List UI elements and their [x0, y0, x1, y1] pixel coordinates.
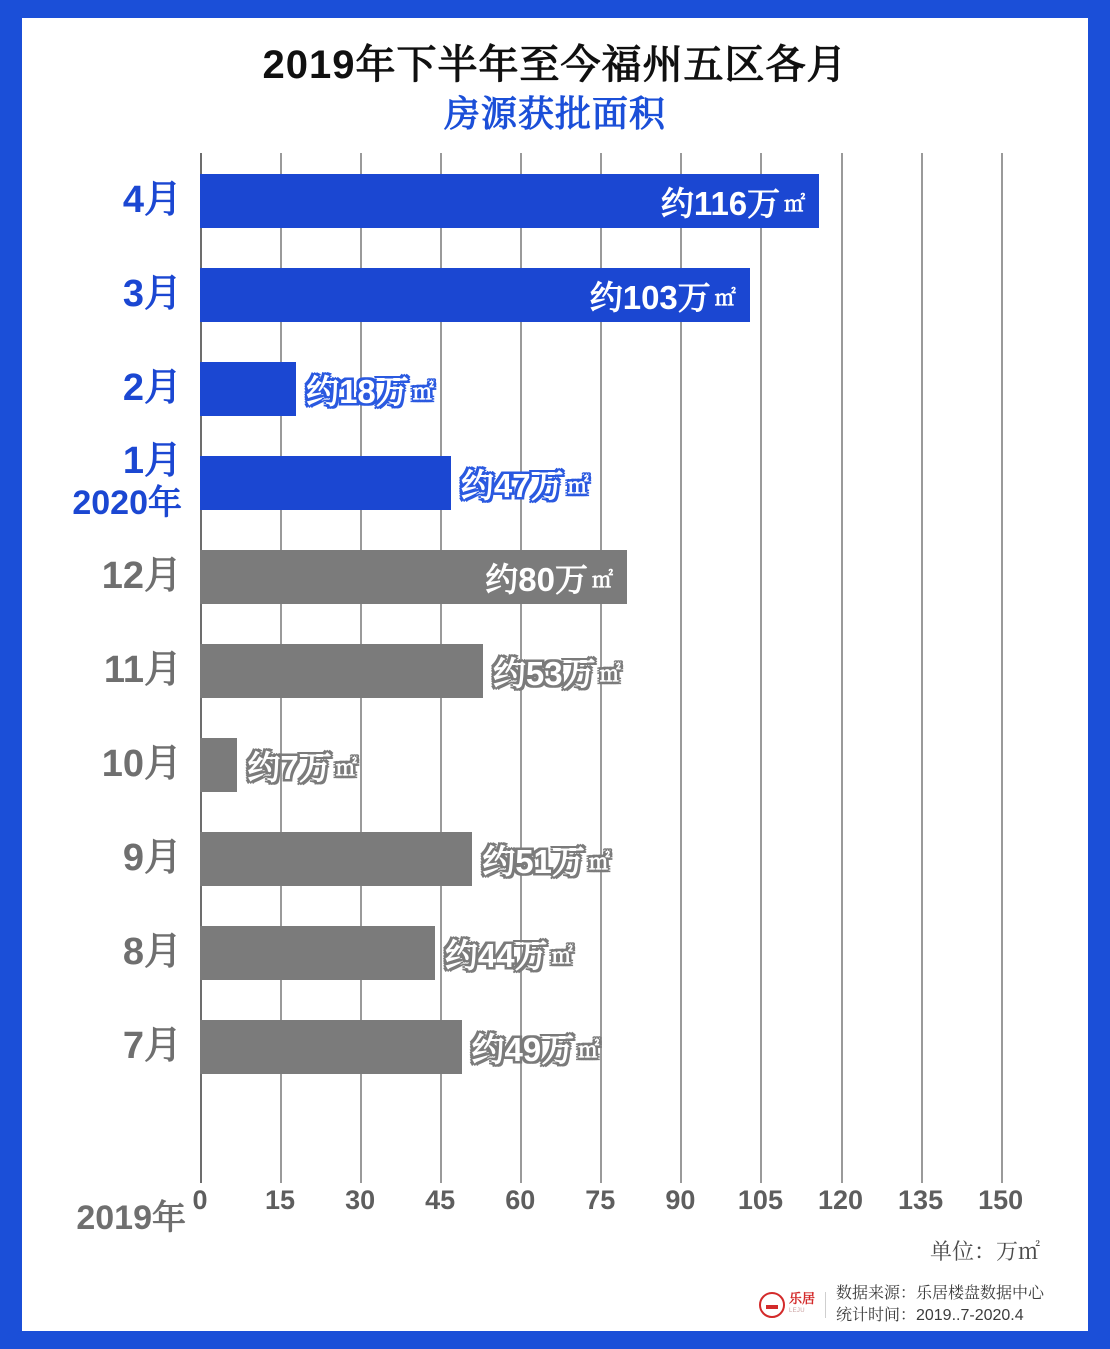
bar-row	[200, 623, 1038, 717]
bar-value-label	[445, 926, 573, 980]
bar-value-text: 约53万	[492, 654, 596, 692]
year-marker-upper: 2020年	[72, 484, 182, 522]
bar-value-text: 约44万	[444, 936, 548, 974]
bar-value-text: 约116万	[660, 184, 781, 222]
bar-unit-text: ㎡	[784, 193, 806, 216]
category-label	[52, 153, 200, 247]
bar-unit-text: ㎡	[714, 287, 736, 310]
year-marker-lower: 2019年	[76, 1199, 186, 1237]
category-label-month: 9月	[122, 837, 182, 879]
category-label-month: 4月	[122, 179, 182, 221]
bar-unit-text: ㎡	[599, 663, 621, 686]
leju-logo-text	[789, 1292, 815, 1318]
category-label	[52, 247, 200, 341]
bar[interactable]	[200, 926, 435, 980]
bar-unit-text: ㎡	[592, 569, 614, 592]
bar[interactable]	[200, 1020, 462, 1074]
bar-value-label	[590, 268, 736, 322]
bar-value-label	[485, 550, 613, 604]
bar-unit-text: ㎡	[412, 381, 434, 404]
bar-value-text: 约18万	[306, 372, 409, 410]
x-tick-label: 90	[665, 1185, 696, 1215]
bar-value-text: 约51万	[482, 842, 585, 880]
bar-value-label	[306, 362, 434, 416]
x-tick-label: 0	[192, 1185, 208, 1215]
x-tick-label: 105	[737, 1185, 783, 1215]
value-axis	[192, 1185, 1038, 1225]
bar-value-label	[482, 832, 610, 886]
bar-value-text: 约103万	[589, 278, 711, 316]
bar[interactable]	[200, 362, 296, 416]
category-label	[52, 999, 200, 1093]
bar-unit-text: ㎡	[588, 851, 610, 874]
x-tick-label: 75	[585, 1185, 616, 1215]
unit-note: 单位：万㎡	[929, 1239, 1040, 1264]
bar-value-label	[461, 456, 589, 510]
category-label-month: 10月	[101, 743, 182, 785]
chart-card	[22, 18, 1088, 1331]
bar-row	[200, 529, 1038, 623]
category-label	[52, 341, 200, 435]
bar[interactable]	[200, 832, 472, 886]
bar-row	[200, 247, 1038, 341]
category-label	[52, 529, 200, 623]
source-line: 数据来源：乐居楼盘数据中心	[835, 1285, 1044, 1302]
period-line: 统计时间：2019..7-2020.4	[835, 1307, 1024, 1324]
leju-logo-label: 乐居	[788, 1291, 815, 1306]
bar-row	[200, 717, 1038, 811]
bar-value-text: 约47万	[460, 466, 564, 504]
bar-row	[200, 905, 1038, 999]
leju-mark-icon	[759, 1292, 785, 1318]
bar-value-text: 约49万	[471, 1030, 575, 1068]
x-tick-label: 45	[425, 1185, 456, 1215]
bar-row	[200, 811, 1038, 905]
bar-value-text: 约7万	[247, 748, 332, 786]
page-title: 2019年下半年至今福州五区各月	[262, 43, 848, 87]
bar[interactable]	[200, 738, 237, 792]
x-tick-label: 150	[978, 1185, 1024, 1215]
bar-row	[200, 153, 1038, 247]
category-label-month: 1月	[122, 440, 182, 482]
x-tick-label: 120	[817, 1185, 864, 1215]
bar-row	[200, 341, 1038, 435]
bar-unit-text: ㎡	[551, 945, 573, 968]
source-block	[836, 1283, 1044, 1327]
bar-unit-text: ㎡	[335, 757, 357, 780]
chart-title-block	[22, 40, 1088, 138]
category-label-month: 2月	[122, 367, 182, 409]
leju-logo	[759, 1292, 826, 1318]
bar-value-label	[493, 644, 621, 698]
page-subtitle: 房源获批面积	[443, 93, 666, 134]
x-tick-label: 30	[345, 1185, 376, 1215]
category-label	[52, 717, 200, 811]
category-label	[52, 811, 200, 905]
bar-value-label	[247, 738, 356, 792]
bar-series	[200, 153, 1038, 1093]
bar-value-text: 约80万	[485, 560, 589, 598]
leju-logo-sublabel: LEJU	[788, 1308, 805, 1314]
category-label-month: 11月	[103, 649, 182, 691]
bar-row	[200, 435, 1038, 529]
bar-unit-text: ㎡	[578, 1039, 600, 1062]
x-tick-label: 15	[265, 1185, 296, 1215]
x-tick-label: 60	[505, 1185, 536, 1215]
category-label	[52, 905, 200, 999]
category-axis	[52, 153, 200, 1093]
category-label	[52, 623, 200, 717]
category-label	[52, 435, 200, 529]
footer	[759, 1283, 1044, 1327]
x-tick-label: 135	[898, 1185, 944, 1215]
bar-value-label	[661, 174, 805, 228]
category-label-month: 12月	[101, 555, 182, 597]
bar-value-label	[472, 1020, 600, 1074]
bar-unit-text: ㎡	[567, 475, 589, 498]
bar[interactable]	[200, 644, 483, 698]
bar-row	[200, 999, 1038, 1093]
bar[interactable]	[200, 456, 451, 510]
category-label-month: 8月	[122, 931, 182, 973]
category-label-month: 7月	[122, 1025, 182, 1067]
category-label-month: 3月	[122, 273, 182, 315]
